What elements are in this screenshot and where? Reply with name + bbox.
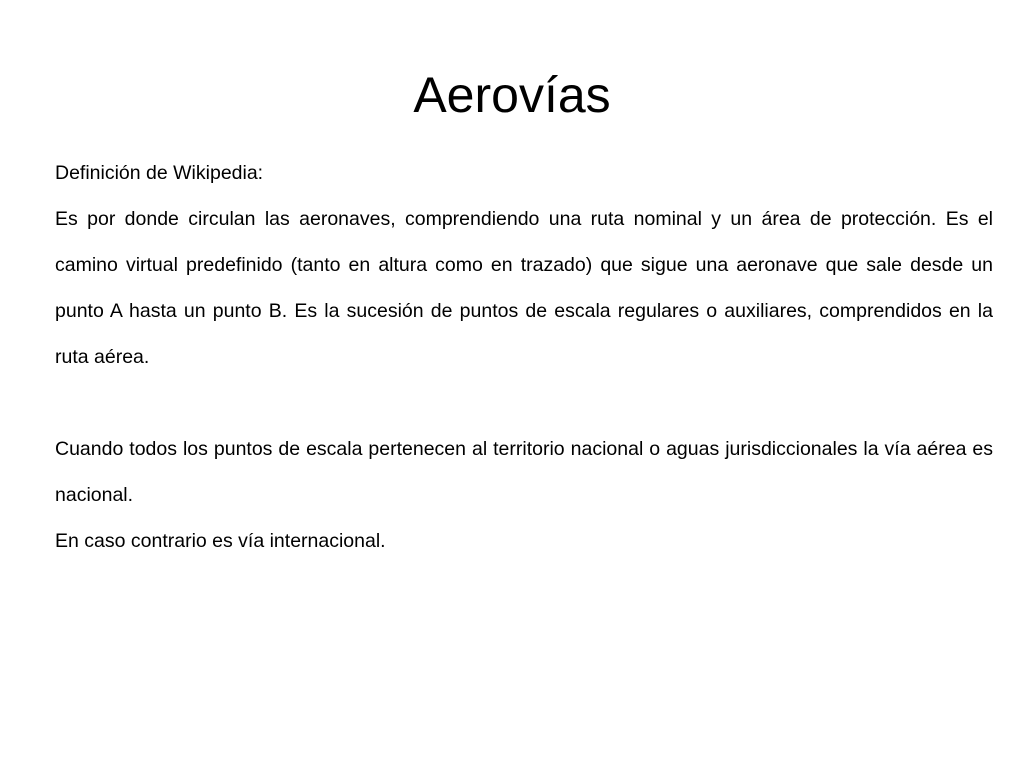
spacer [55,380,993,426]
slide-body [55,150,993,564]
definition-paragraph: Es por donde circulan las aeronaves, comprendiendo una ruta nominal y un área de protección. Es el camino virtual predefinido (tanto en altura como en trazado) que sigue una aeronave que sale desde un punto A hasta un punto B. Es la sucesión de puntos de escala regulares o auxiliares, comprendidos en la ruta aérea. [55,208,993,368]
national-route-paragraph: Cuando todos los puntos de escala pertenecen al territorio nacional o aguas jurisdiccionales la vía aérea es nacional. [55,438,993,506]
intro-line: Definición de Wikipedia: [55,162,264,184]
international-route-line: En caso contrario es vía internacional. [55,530,386,552]
slide-title: Aerovías [413,67,611,123]
